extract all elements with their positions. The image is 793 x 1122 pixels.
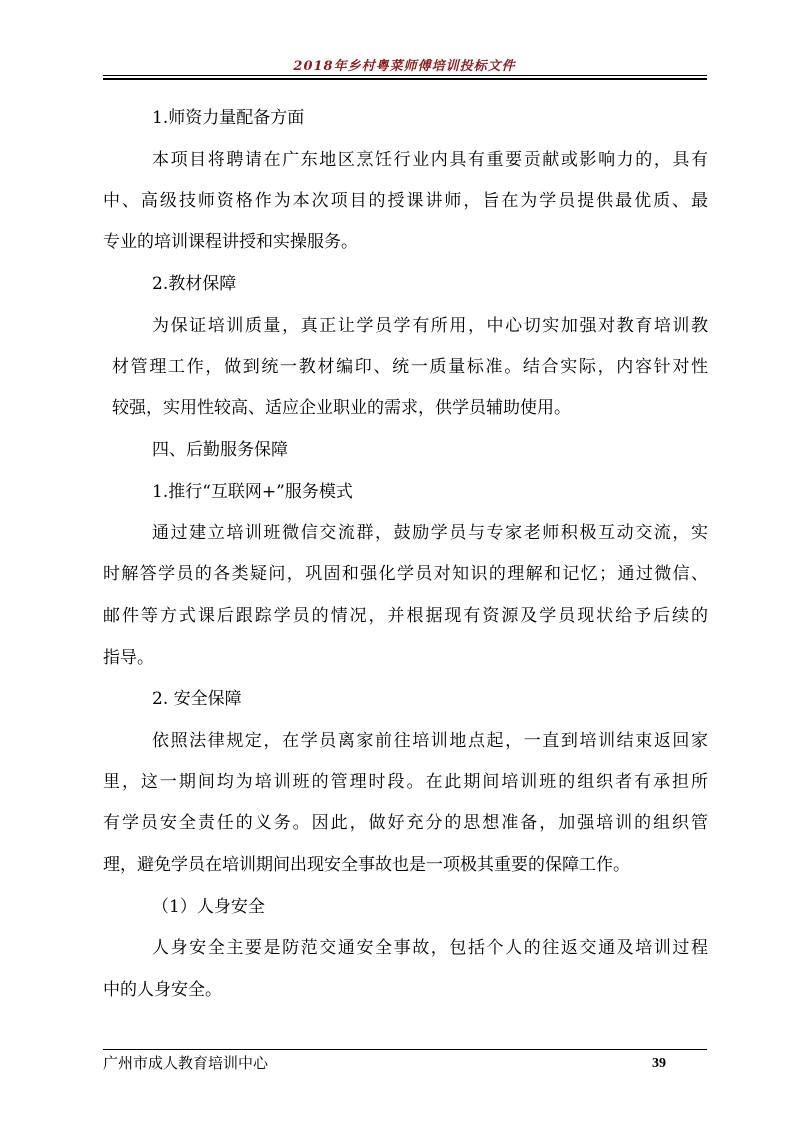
heading-faculty: 1.师资力量配备方面 bbox=[152, 108, 305, 128]
header-title: 2018年乡村粤菜师傅培训投标文件 bbox=[293, 59, 516, 74]
heading-materials: 2.教材保障 bbox=[152, 274, 237, 294]
header-rule bbox=[103, 75, 707, 76]
footer-rule bbox=[103, 1049, 707, 1050]
heading-personal-safety: （1）人身安全 bbox=[152, 897, 265, 917]
heading-logistics: 四、后勤服务保障 bbox=[152, 440, 288, 460]
header-rule-thick bbox=[103, 78, 707, 80]
paragraph-line: 理，避免学员在培训期间出现安全事故也是一项极其重要的保障工作。 bbox=[103, 855, 630, 875]
paragraph-line: 中的人身安全。 bbox=[103, 980, 222, 1000]
paragraph-line: 较强，实用性较高、适应企业职业的需求，供学员辅助使用。 bbox=[112, 398, 571, 418]
paragraph-line: 依照法律规定，在学员离家前往培训地点起，一直到培训结束返回家 bbox=[152, 731, 708, 751]
paragraph-line: 指导。 bbox=[103, 648, 154, 668]
paragraph-line: 有学员安全责任的义务。因此，做好充分的思想准备，加强培训的组织管 bbox=[103, 813, 708, 833]
paragraph-line: 为保证培训质量，真正让学员学有所用，中心切实加强对教育培训教 bbox=[152, 316, 708, 336]
paragraph-line: 邮件等方式课后跟踪学员的情况，并根据现有资源及学员现状给予后续的 bbox=[103, 606, 708, 626]
footer-organization: 广州市成人教育培训中心 bbox=[103, 1054, 269, 1072]
heading-safety: 2. 安全保障 bbox=[152, 689, 242, 709]
paragraph-line: 人身安全主要是防范交通安全事故，包括个人的往返交通及培训过程 bbox=[152, 938, 708, 958]
paragraph-line: 时解答学员的各类疑问，巩固和强化学员对知识的理解和记忆；通过微信、 bbox=[103, 564, 708, 584]
paragraph-line: 专业的培训课程讲授和实操服务。 bbox=[103, 232, 358, 252]
paragraph-line: 里，这一期间均为培训班的管理时段。在此期间培训班的组织者有承担所 bbox=[103, 772, 708, 792]
page-number: 39 bbox=[652, 1056, 666, 1071]
heading-internet-plus: 1.推行“互联网+”服务模式 bbox=[152, 482, 353, 502]
paragraph-line: 材管理工作，做到统一教材编印、统一质量标准。结合实际，内容针对性 bbox=[112, 357, 708, 377]
paragraph-line: 本项目将聘请在广东地区烹饪行业内具有重要贡献或影响力的，具有 bbox=[152, 150, 708, 170]
paragraph-line: 通过建立培训班微信交流群，鼓励学员与专家老师积极互动交流，实 bbox=[152, 523, 708, 543]
paragraph-line: 中、高级技师资格作为本次项目的授课讲师，旨在为学员提供最优质、最 bbox=[103, 191, 708, 211]
